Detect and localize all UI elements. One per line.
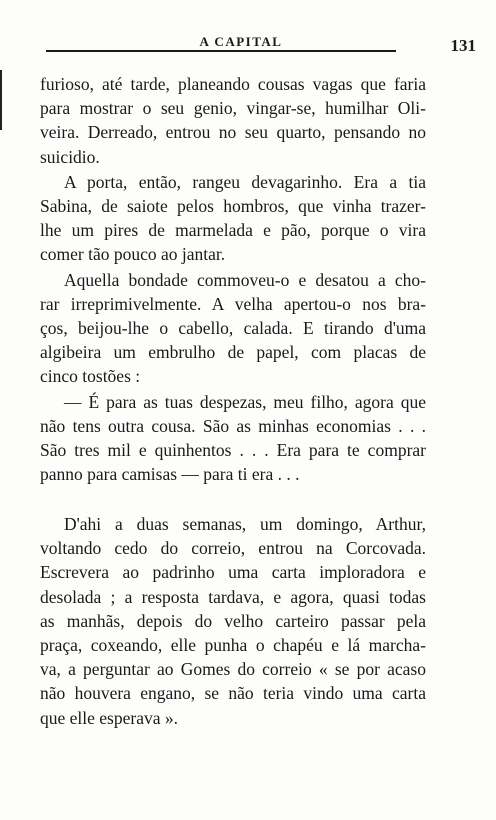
text-line: não tens outra cousa. São as minhas economias . . . <box>40 415 426 436</box>
text-line: São tres mil e quinhentos . . . Era para te comprar <box>40 440 426 461</box>
text-line: ços, beijou-lhe o cabello, calada. E tirando d'uma <box>40 318 426 339</box>
text-line: D'ahi a duas semanas, um domingo, Arthur, <box>64 514 426 534</box>
text-section-two <box>40 512 426 731</box>
text-line: furioso, até tarde, planeando cousas vagas que faria <box>40 74 426 94</box>
text-line: Sabina, de saiote pelos hombros, que vinha trazer- <box>40 196 426 217</box>
paragraph <box>40 390 426 487</box>
paragraph <box>40 268 426 389</box>
text-line: não houvera engano, se não teria vindo uma carta <box>40 683 426 704</box>
running-head <box>46 30 476 55</box>
text-line: algibeira um embrulho de papel, com placas de <box>40 342 426 363</box>
text-line: va, a perguntar ao Gomes do correio « se por acaso <box>40 659 426 680</box>
paragraph <box>40 512 426 730</box>
page-number: 131 <box>450 36 476 55</box>
paragraph <box>40 72 426 169</box>
text-line: panno para camisas — para ti era . . . <box>40 464 300 485</box>
text-line: A porta, então, rangeu devagarinho. Era a tia <box>64 171 426 192</box>
text-line: cinco tostões : <box>40 366 141 387</box>
text-line: para mostrar o seu genio, vingar-se, humilhar Oli- <box>40 98 426 119</box>
text-line: rar irreprimivelmente. A velha apertou-o nos bra- <box>40 293 426 314</box>
text-line: veira. Derreado, entrou no seu quarto, pensando no <box>40 122 426 143</box>
running-title: A CAPITAL <box>199 34 283 49</box>
text-line: praça, coxeando, elle punha o chapéu e lá marcha- <box>40 635 426 656</box>
text-line: desolada ; a resposta tardava, e agora, quasi todas <box>40 586 426 607</box>
text-line: voltando cedo do correio, entrou na Corcovada. <box>40 538 426 559</box>
text-line: comer tão pouco ao jantar. <box>40 244 226 265</box>
text-line: que elle esperava ». <box>40 707 178 728</box>
text-line: lhe um pires de marmelada e pão, porque o vira <box>40 220 426 241</box>
paragraph <box>40 170 426 267</box>
page-edge-shadow <box>0 70 2 130</box>
text-line: as manhãs, depois do velho carteiro passar pela <box>40 610 426 631</box>
text-line: — É para as tuas despezas, meu filho, agora que <box>64 391 426 412</box>
text-line: suicidio. <box>40 146 100 167</box>
text-line: Aquella bondade commoveu-o e desatou a cho- <box>64 269 426 290</box>
header-rule <box>46 50 396 52</box>
text-section-one <box>40 72 426 487</box>
text-line: Escrevera ao padrinho uma carta imploradora e <box>40 562 426 583</box>
